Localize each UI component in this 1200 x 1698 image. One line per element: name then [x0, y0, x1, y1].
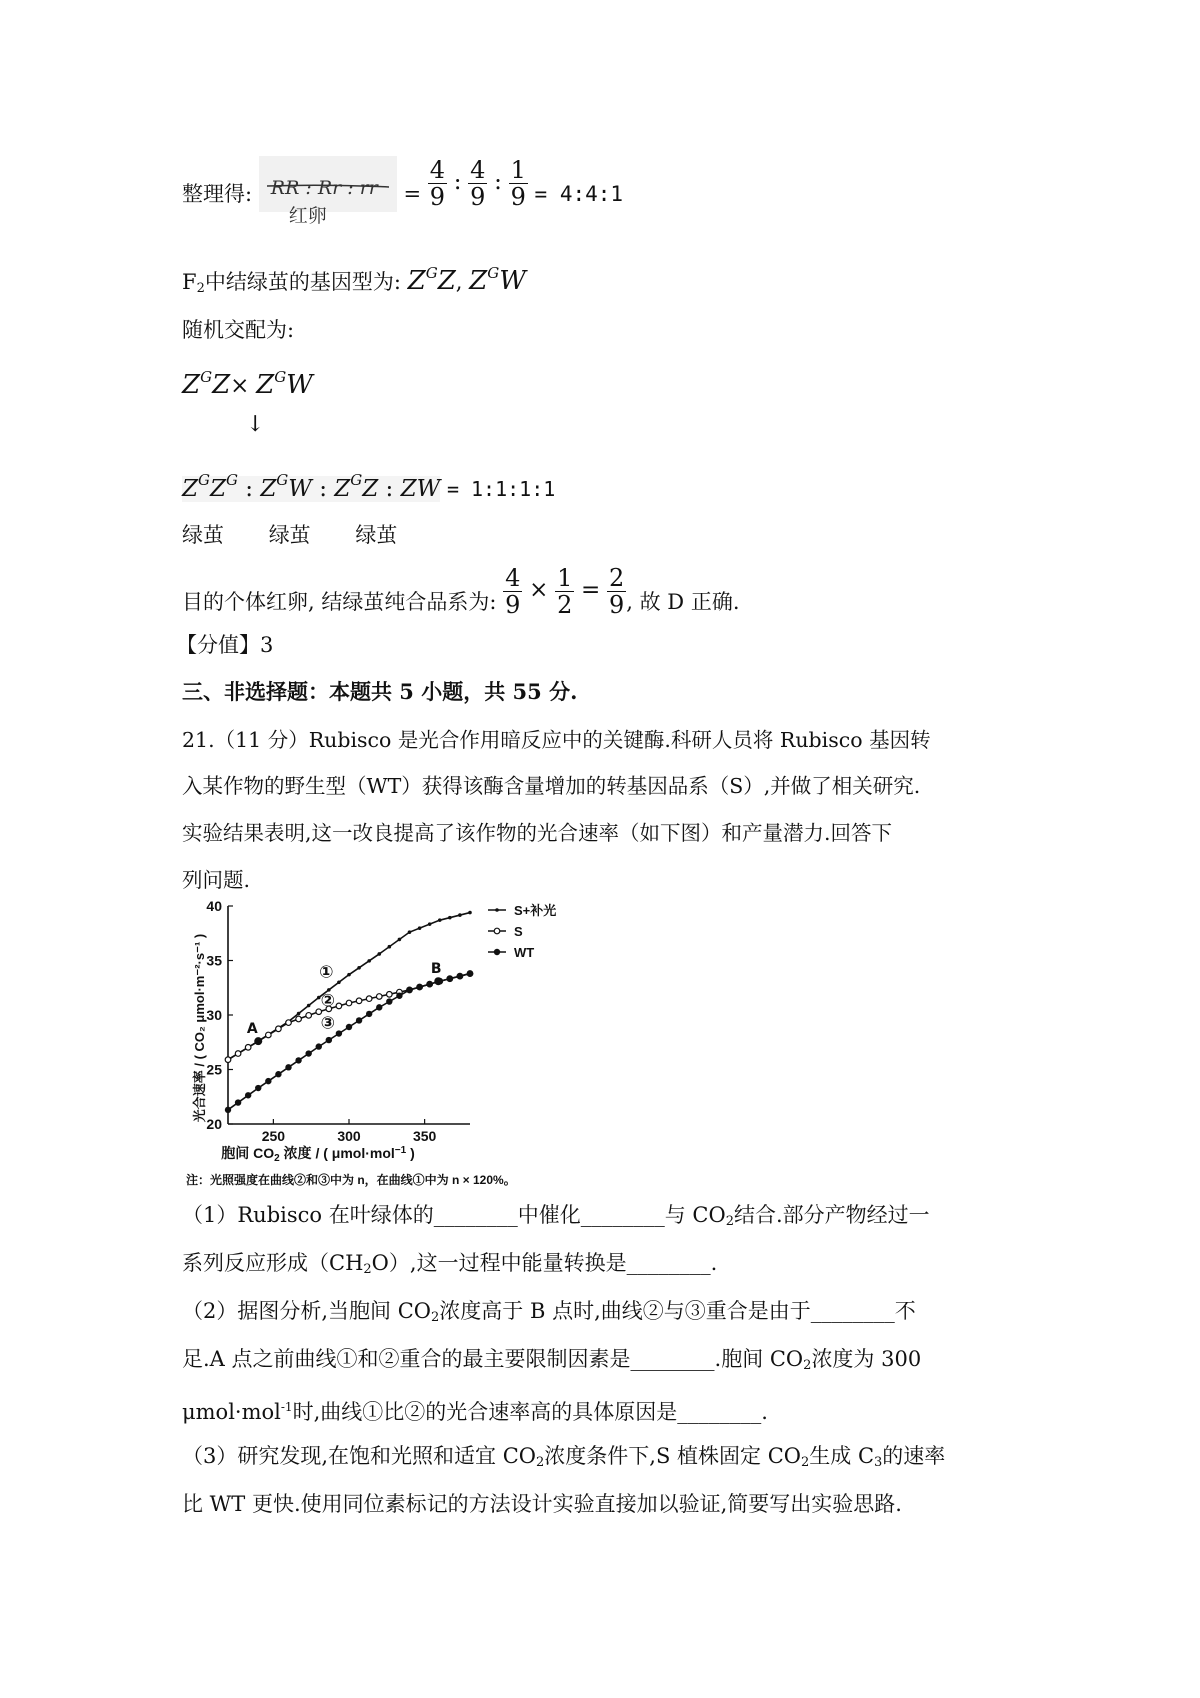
- g-superscript: G: [350, 471, 363, 489]
- q21-line-2: 入某作物的野生型（WT）获得该酶含量增加的转基因品系（S）,并做了相关研究.: [182, 774, 921, 798]
- conclusion-text: 目的个体红卵, 结绿茧纯合品系为:: [182, 590, 497, 614]
- fraction-1-2: [555, 565, 574, 618]
- data-point-series-1: [398, 938, 402, 942]
- data-point-series-3: [416, 984, 422, 990]
- data-point-series-3: [346, 1024, 352, 1030]
- q1-line-2: [182, 1248, 717, 1285]
- denominator: 9: [470, 183, 486, 211]
- data-point-series-1: [428, 922, 432, 926]
- f2-subscript: 2: [196, 281, 205, 296]
- fraction-4-9-b: [468, 157, 487, 210]
- data-point-series-3: [376, 1004, 382, 1010]
- data-point-series-1: [297, 1012, 301, 1016]
- q1-text: 中催化: [517, 1203, 581, 1227]
- z-letter: Z: [334, 476, 351, 502]
- legend-marker: [494, 949, 500, 955]
- times-sign: ×: [230, 373, 250, 399]
- x-axis-label-part: ): [406, 1145, 415, 1161]
- data-point-series-2: [266, 1032, 272, 1038]
- q3-text: 的速率: [882, 1444, 946, 1468]
- series-line-3: [228, 974, 470, 1110]
- down-arrow-icon: ↓: [246, 412, 265, 437]
- fraction-4-9-a: [428, 157, 447, 210]
- label-green-cocoon-2: 绿茧: [268, 523, 311, 547]
- label-green-cocoon-3: 绿茧: [355, 523, 398, 547]
- annotation-label: ①: [319, 962, 334, 983]
- subscript: 2: [536, 1455, 545, 1470]
- data-point-series-2: [225, 1057, 231, 1063]
- photosynthesis-rate-chart: [180, 898, 620, 1192]
- y-tick-label: 25: [206, 1061, 222, 1078]
- data-point-series-3: [447, 975, 453, 981]
- x-axis-label-superscript: −1: [394, 1145, 407, 1156]
- g-superscript: G: [487, 264, 500, 282]
- data-point-series-2: [356, 998, 362, 1004]
- data-point-series-1: [388, 945, 392, 949]
- answer-blank-2[interactable]: ________: [580, 1203, 665, 1227]
- numerator: 4: [429, 156, 446, 184]
- genotype-zgw: [469, 266, 526, 296]
- g-superscript: G: [200, 368, 213, 386]
- legend-label: S: [514, 924, 523, 939]
- data-point-series-2: [306, 1013, 312, 1019]
- z-letter: Z: [437, 266, 456, 296]
- q2-text: 不: [894, 1299, 916, 1323]
- q1-text: 系列反应形成（CH: [182, 1251, 364, 1275]
- offspring-ratio-line: [182, 465, 555, 504]
- chart-note: 注：光照强度在曲线②和③中为 n，在曲线①中为 n × 120%。: [186, 1173, 516, 1187]
- data-point-series-1: [458, 913, 462, 917]
- data-point-series-1: [438, 918, 442, 922]
- label-green-cocoon-1: 绿茧: [182, 523, 224, 547]
- q2-text: μmol·mol: [182, 1400, 281, 1424]
- annotation-label: ②: [320, 990, 336, 1011]
- w-letter: W: [286, 370, 313, 400]
- data-point-series-3: [235, 1099, 241, 1105]
- q2-text: （2）据图分析,当胞间 CO: [182, 1299, 431, 1323]
- data-point-series-1: [468, 911, 472, 915]
- q2-text: 时,曲线①比②的光合速率高的具体原因是: [292, 1400, 678, 1424]
- x-axis-label: [221, 1145, 415, 1164]
- y-tick-label: 40: [206, 898, 222, 914]
- data-point-series-3: [225, 1107, 231, 1113]
- z-letter: Z: [469, 266, 488, 296]
- separator: ,: [455, 270, 470, 294]
- z-letter: Z: [182, 476, 198, 502]
- f2-genotype-line: [182, 258, 526, 304]
- offspring-expression: [182, 471, 441, 502]
- numerator: 4: [470, 156, 486, 184]
- q2-line-1: [182, 1296, 916, 1333]
- denominator: 9: [505, 591, 521, 619]
- q3-line-2: 比 WT 更快.使用同位素标记的方法设计实验直接加以验证,简要写出实验思路.: [182, 1492, 902, 1516]
- zw-letters: ZW: [400, 476, 441, 502]
- q1-text: O）,这一过程中能量转换是: [371, 1251, 627, 1275]
- data-point-series-1: [337, 981, 341, 985]
- parent-zgz: [182, 370, 230, 400]
- colon: :: [237, 476, 261, 502]
- answer-blank-5[interactable]: ________: [630, 1347, 715, 1371]
- data-point-series-2: [286, 1020, 292, 1026]
- subscript: 2: [800, 1455, 810, 1470]
- z-letter: Z: [362, 476, 379, 502]
- z-letter: Z: [209, 476, 226, 502]
- legend-marker: [495, 908, 499, 912]
- y-tick-label: 35: [206, 952, 222, 969]
- q2-line-3: [182, 1392, 768, 1427]
- f2-label: F: [182, 270, 197, 294]
- data-point-series-3: [245, 1092, 251, 1098]
- answer-blank-3[interactable]: ________: [626, 1251, 711, 1275]
- times-sign: ×: [529, 577, 549, 603]
- data-point-series-2: [336, 1003, 342, 1009]
- q2-text: 浓度高于 B 点时,曲线②与③重合是由于: [439, 1299, 811, 1323]
- cross-line: [182, 362, 313, 401]
- annotation-label: ③: [320, 1013, 336, 1034]
- data-point-series-3: [356, 1017, 362, 1023]
- colon: :: [494, 169, 502, 195]
- q1-text: 与 CO: [664, 1203, 726, 1227]
- q21-line-3: 实验结果表明,这一改良提高了该作物的光合速率（如下图）和产量潜力.回答下: [182, 821, 893, 845]
- numerator: 4: [505, 564, 521, 592]
- z-letter: Z: [260, 476, 277, 502]
- data-point-series-3: [285, 1064, 291, 1070]
- data-point-series-1: [377, 952, 381, 956]
- q3-text: 生成 C: [809, 1444, 875, 1468]
- denominator: 9: [429, 183, 446, 211]
- q2-line-2: [182, 1344, 921, 1381]
- data-point-series-3: [326, 1037, 332, 1043]
- annotation-label: B: [430, 961, 442, 978]
- q2-text: 浓度为 300: [811, 1347, 922, 1371]
- answer-blank-1[interactable]: ________: [433, 1203, 518, 1227]
- colon: :: [378, 476, 401, 502]
- numerator: 1: [557, 564, 573, 592]
- fraction-2-9: [607, 565, 626, 618]
- z-letter: Z: [256, 370, 275, 400]
- z-letter: Z: [212, 370, 231, 400]
- subscript: 2: [363, 1262, 372, 1277]
- colon: :: [453, 169, 462, 195]
- denominator: 9: [609, 591, 625, 619]
- handwritten-fraction-bar: [265, 183, 391, 189]
- y-tick-label: 20: [206, 1116, 222, 1132]
- data-point-series-1: [307, 1004, 311, 1008]
- g-superscript: G: [425, 264, 438, 282]
- data-point-series-3: [265, 1078, 271, 1084]
- x-tick-label: 350: [412, 1128, 437, 1144]
- data-point-series-3: [336, 1030, 342, 1036]
- y-axis-label: 光合速率 / ( CO₂ μmol·m⁻²·s⁻¹ ): [192, 933, 207, 1123]
- series-line-2: [228, 974, 470, 1060]
- chart-annotations: [247, 961, 442, 1045]
- legend-marker: [494, 928, 500, 934]
- denominator: 2: [557, 591, 573, 619]
- data-point-series-3: [255, 1085, 261, 1091]
- handwritten-numerator: RR : Rr : rr: [270, 176, 378, 199]
- data-point-series-1: [408, 930, 412, 934]
- ratio-result: = 4:4:1: [534, 182, 624, 206]
- q3-line-1: [182, 1441, 945, 1478]
- y-tick-label: 30: [206, 1007, 222, 1023]
- q3-text: 浓度条件下,S 植株固定 CO: [544, 1444, 801, 1468]
- point-marker-B: [434, 977, 442, 985]
- subscript: 2: [725, 1214, 734, 1229]
- q2-text: .: [761, 1400, 768, 1424]
- subscript: 2: [803, 1358, 812, 1373]
- g-superscript: G: [197, 471, 210, 489]
- numerator: 2: [609, 564, 625, 592]
- data-point-series-2: [296, 1016, 302, 1022]
- subscript: 3: [874, 1455, 883, 1470]
- data-point-series-2: [387, 991, 393, 997]
- q3-text: （3）研究发现,在饱和光照和适宜 CO: [182, 1444, 536, 1468]
- data-point-series-3: [275, 1071, 281, 1077]
- data-point-series-3: [467, 970, 473, 976]
- genotype-zgz: [408, 266, 456, 296]
- q21-line-4: 列问题.: [182, 868, 251, 892]
- x-tick-label: 300: [337, 1128, 361, 1144]
- chart-series: [225, 911, 473, 1113]
- w-letter: W: [499, 266, 526, 296]
- data-point-series-2: [276, 1026, 282, 1032]
- q21-line-1: 21.（11 分）Rubisco 是光合作用暗反应中的关键酶.科研人员将 Rubisco 基因转: [182, 728, 931, 752]
- green-cocoon-labels: [182, 520, 397, 550]
- conclusion-line: [182, 560, 740, 632]
- data-point-series-1: [448, 916, 452, 920]
- handwritten-denominator: 红卵: [288, 204, 327, 227]
- data-point-series-3: [295, 1057, 301, 1063]
- answer-blank-6[interactable]: ________: [677, 1400, 762, 1424]
- colon: :: [311, 476, 335, 502]
- x-axis-label-part: 浓度 / ( μmol·mol: [279, 1145, 395, 1161]
- subscript: 2: [431, 1310, 440, 1325]
- data-point-series-3: [457, 973, 463, 979]
- fraction-4-9: [503, 565, 522, 618]
- superscript: -1: [280, 1400, 293, 1414]
- z-letter: Z: [182, 370, 201, 400]
- q2-text: .胞间 CO: [714, 1347, 804, 1371]
- data-point-series-2: [245, 1045, 251, 1051]
- w-letter: W: [288, 476, 312, 502]
- data-point-series-1: [418, 926, 422, 930]
- data-point-series-3: [426, 981, 432, 987]
- data-point-series-1: [347, 973, 351, 977]
- conclusion-tail: , 故 D 正确.: [626, 590, 740, 614]
- answer-blank-4[interactable]: ________: [810, 1299, 895, 1323]
- data-point-series-3: [396, 993, 402, 999]
- g-superscript: G: [274, 368, 287, 386]
- equals-sign: =: [581, 577, 601, 603]
- q1-text: （1）Rubisco 在叶绿体的: [182, 1203, 434, 1227]
- data-point-series-3: [366, 1011, 372, 1017]
- data-point-series-3: [406, 987, 412, 993]
- score-label: 【分值】3: [176, 633, 274, 657]
- data-point-series-3: [316, 1043, 322, 1049]
- section-heading: 三、非选择题：本题共 5 小题，共 55 分.: [182, 679, 578, 704]
- g-superscript: G: [276, 471, 289, 489]
- chart-legend: [488, 903, 556, 960]
- f2-genotype-text: 中结绿茧的基因型为:: [204, 270, 401, 294]
- offspring-ratio-result: = 1:1:1:1: [446, 477, 556, 501]
- q1-text: 结合.部分产物经过一: [733, 1203, 930, 1227]
- equals-sign: =: [403, 182, 422, 206]
- handwritten-fraction-image: [259, 156, 397, 227]
- g-superscript: G: [225, 471, 238, 489]
- data-point-series-1: [367, 959, 371, 963]
- annotation-label: A: [246, 1021, 258, 1038]
- legend-label: S+补光: [514, 903, 557, 918]
- data-point-series-3: [386, 998, 392, 1004]
- point-marker-A: [254, 1037, 262, 1045]
- fraction-1-9: [509, 157, 528, 210]
- x-axis-label-part: 胞间 CO: [221, 1145, 275, 1161]
- data-point-series-2: [376, 994, 382, 1000]
- ratio-prefix: 整理得:: [182, 182, 253, 206]
- x-axis-label-subscript: 2: [274, 1153, 280, 1164]
- q1-line-1: [182, 1200, 930, 1237]
- legend-label: WT: [514, 945, 535, 960]
- q1-text: .: [710, 1251, 718, 1275]
- denominator: 9: [510, 183, 526, 211]
- q2-text: 足.A 点之前曲线①和②重合的最主要限制因素是: [182, 1347, 631, 1371]
- data-point-series-2: [346, 1000, 352, 1006]
- numerator: 1: [510, 156, 526, 184]
- data-point-series-2: [235, 1051, 241, 1057]
- data-point-series-3: [305, 1050, 311, 1056]
- random-mating-label: 随机交配为:: [182, 318, 295, 342]
- x-tick-label: 250: [261, 1128, 286, 1144]
- z-letter: Z: [407, 266, 426, 296]
- parent-zgw: [256, 370, 313, 400]
- data-point-series-2: [366, 996, 372, 1002]
- data-point-series-1: [357, 966, 361, 970]
- ratio-line: [182, 152, 624, 227]
